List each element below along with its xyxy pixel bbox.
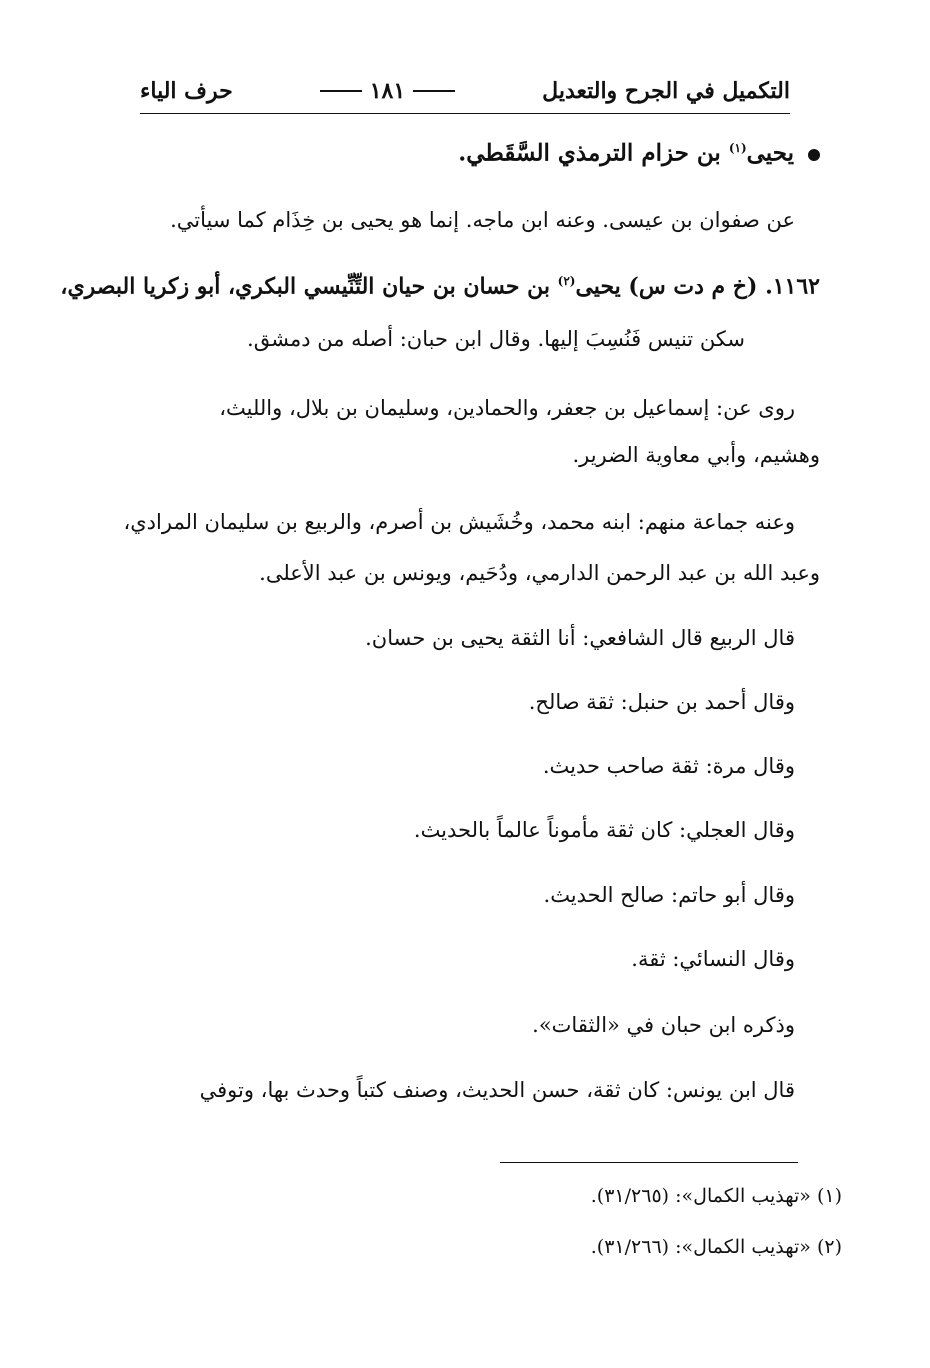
entry-text: سكن تنيس فَنُسِبَ إليها. وقال ابن حبان: أصله من دمشق. — [247, 327, 745, 351]
quote-line: وقال أبو حاتم: صالح الحديث. — [543, 883, 795, 907]
quote-line: وقال النسائي: ثقة. — [631, 947, 795, 971]
quote-line: وقال أحمد بن حنبل: ثقة صالح. — [528, 690, 795, 714]
footnote-rule — [500, 1162, 798, 1163]
quote-line: وقال مرة: ثقة صاحب حديث. — [542, 754, 795, 778]
quote-line: قال ابن يونس: كان ثقة، حسن الحديث، وصنف كتباً وحدث بها، وتوفي — [199, 1078, 795, 1102]
section-title: حرف الياء — [140, 78, 233, 104]
quote-line: وقال العجلي: كان ثقة مأموناً عالماً بالحديث. — [413, 818, 795, 842]
footnote-marker: (٢) — [557, 274, 576, 288]
page-number: ١٨١ — [369, 78, 406, 104]
entry-text: وعبد الله بن عبد الرحمن الدارمي، ودُحَيم، ويونس بن عبد الأعلى. — [259, 561, 820, 585]
entry-text: روى عن: إسماعيل بن جعفر، والحمادين، وسليمان بن بلال، والليث، — [219, 396, 795, 420]
quote-line: قال الربيع قال الشافعي: أنا الثقة يحيى بن حسان. — [365, 626, 795, 650]
footnote: (١) «تهذيب الكمال»: (٣١/٢٦٥). — [590, 1185, 842, 1207]
header-dash — [413, 90, 455, 92]
header-rule — [140, 113, 790, 114]
quote-line: وذكره ابن حبان في «الثقات». — [532, 1013, 795, 1037]
footnote: (٢) «تهذيب الكمال»: (٣١/٢٦٦). — [590, 1236, 842, 1258]
running-header — [140, 74, 790, 108]
entry-heading: يحيى$^{(١)}$ بن حزام الترمذي السَّقَطي. — [458, 133, 820, 169]
header-center — [312, 78, 463, 104]
entry-text: وعنه جماعة منهم: ابنه محمد، وخُشَيش بن أصرم، والربيع بن سليمان المرادي، — [123, 510, 795, 534]
book-title: التكميل في الجرح والتعديل — [542, 78, 790, 104]
bullet-icon — [808, 149, 820, 161]
entry-text: وهشيم، وأبي معاوية الضرير. — [572, 443, 820, 467]
footnote-marker: (١) — [728, 141, 747, 155]
entry-text: عن صفوان بن عيسى. وعنه ابن ماجه. إنما هو يحيى بن خِذَام كما سيأتي. — [170, 208, 795, 232]
entry-heading: ١١٦٢. (خ م دت س) يحيى$^{(٢)}$ بن حسان بن حيان التِّنِّيسي البكري، أبو زكريا البصري، — [60, 273, 820, 300]
header-dash — [320, 90, 362, 92]
